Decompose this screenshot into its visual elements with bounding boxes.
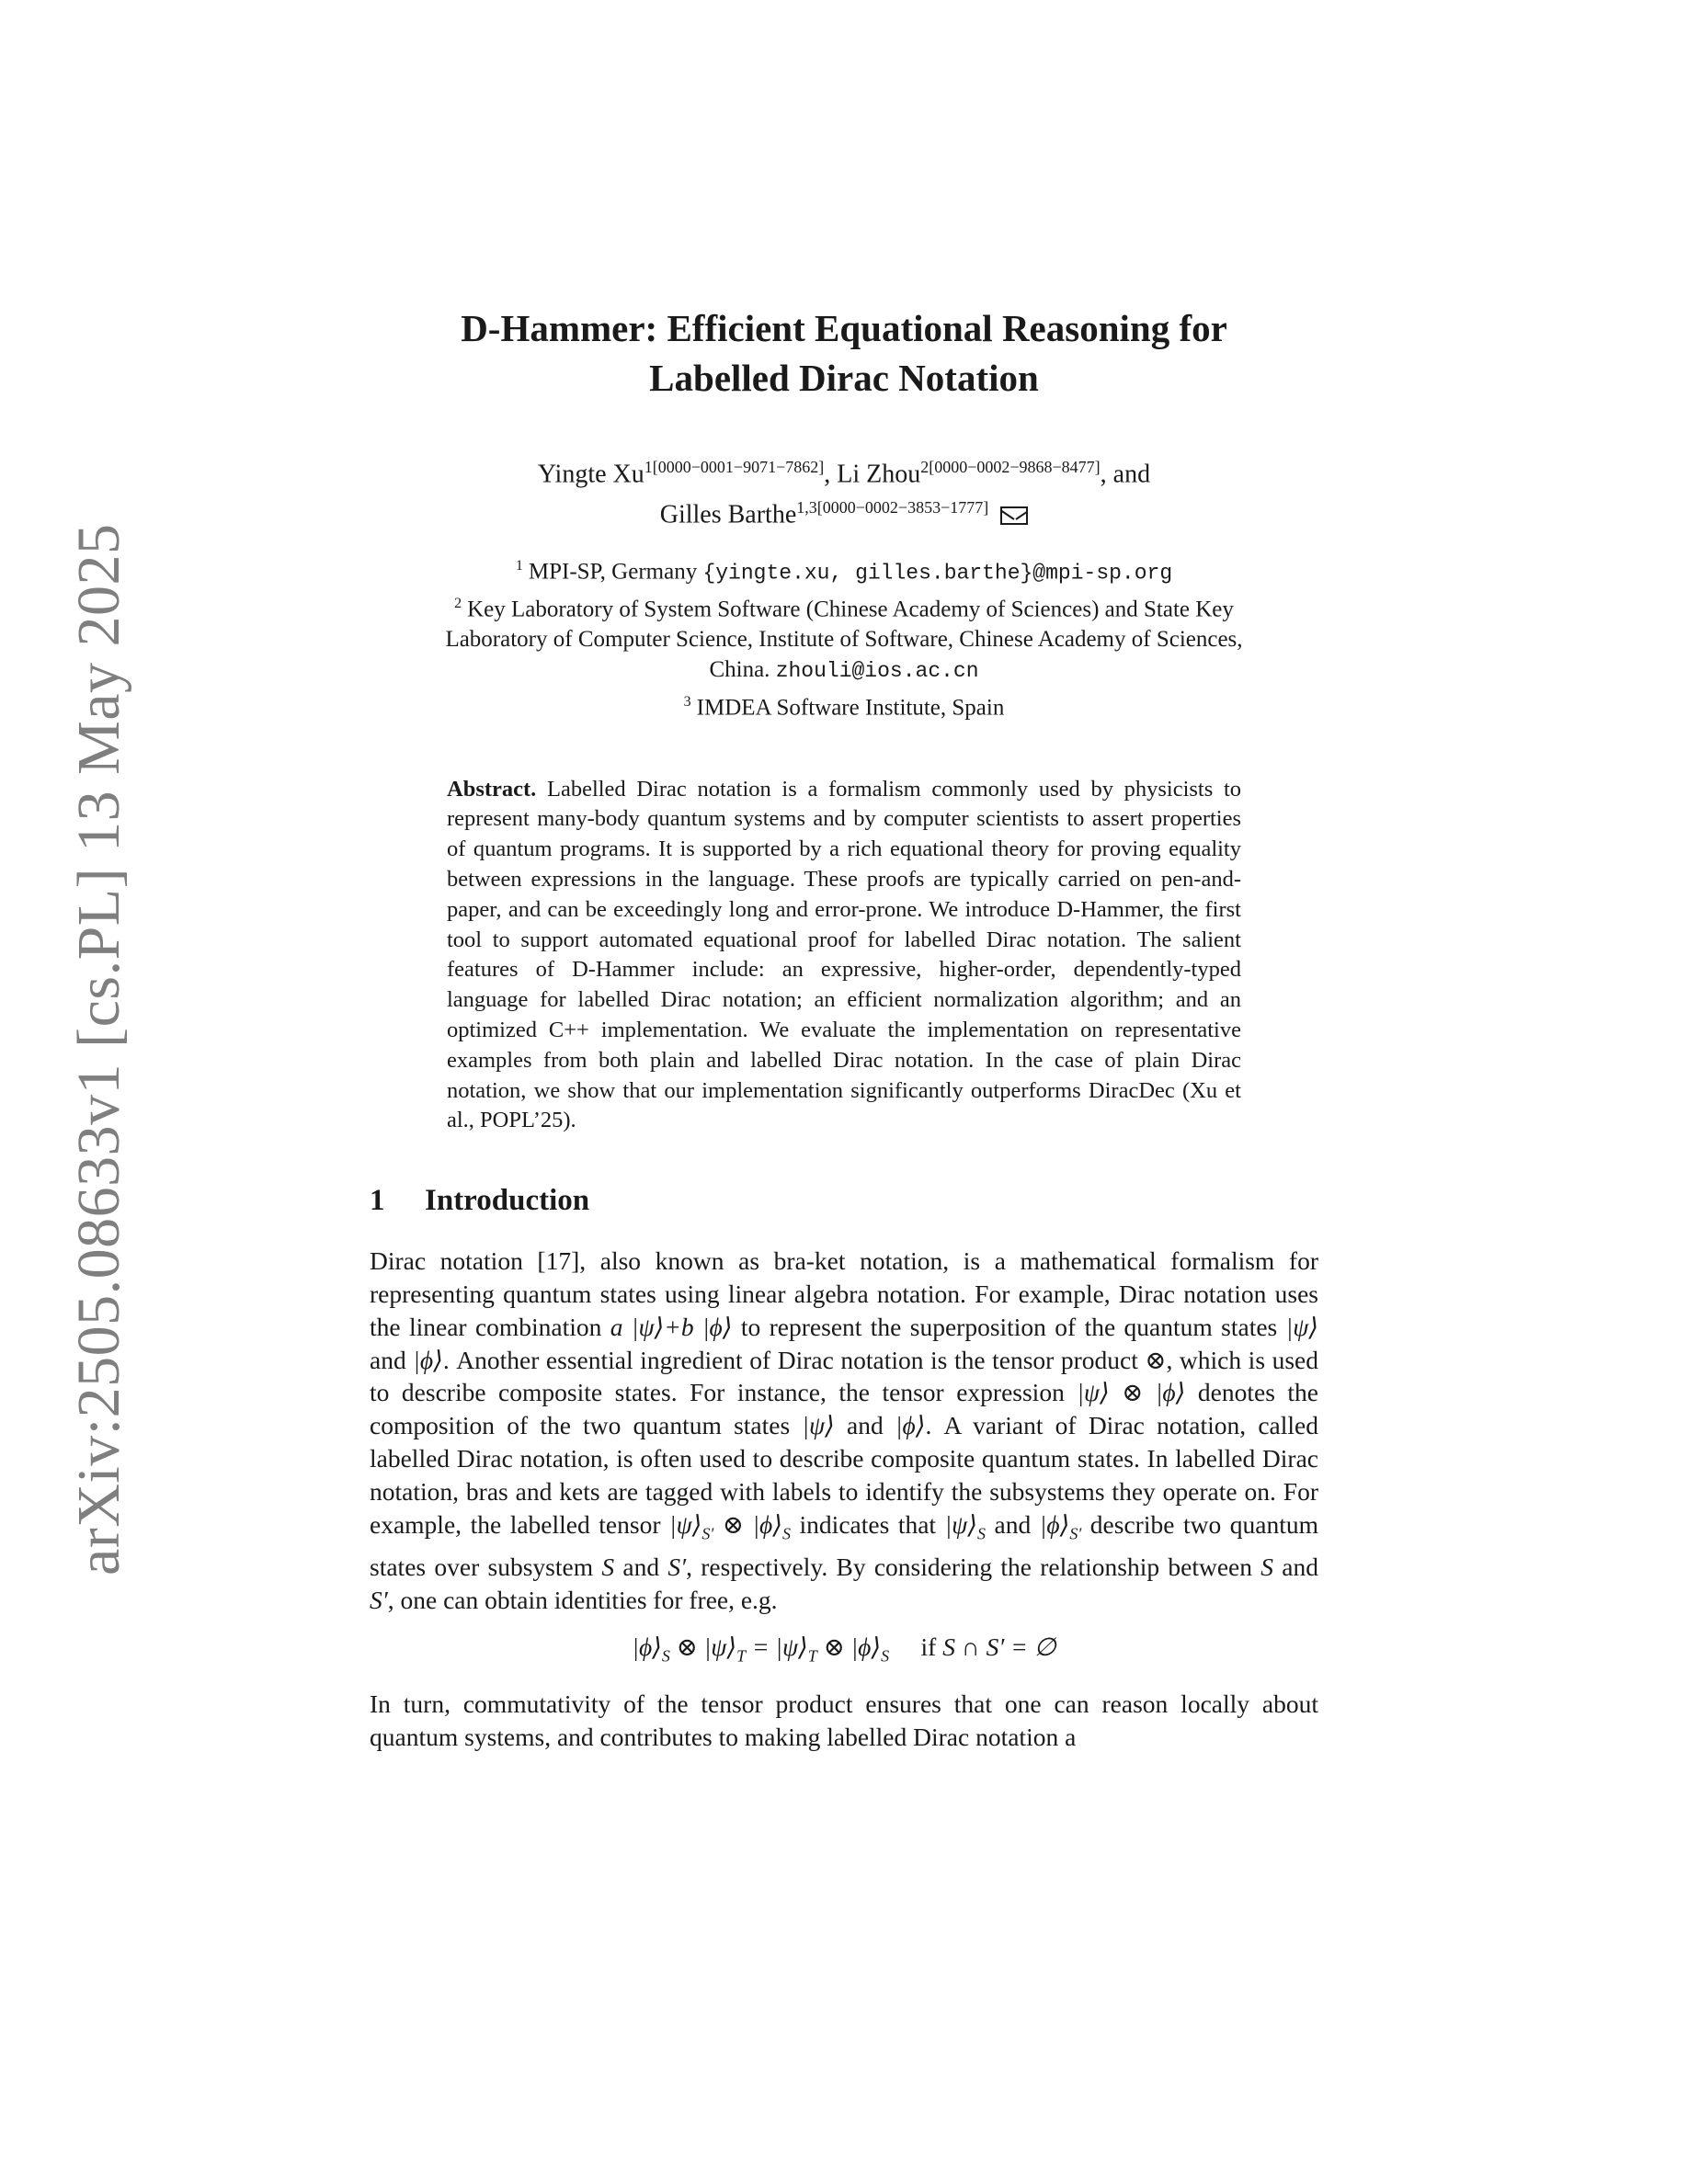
- text-run: denotes the composition of the two quantum states: [370, 1378, 1319, 1440]
- affiliation-text: MPI-SP, Germany: [528, 558, 703, 584]
- section-heading: [370, 1182, 1318, 1219]
- text-run: . Another essential ingredient of Dirac notation is the tensor product ⊗, which is used to describe composite states. For instance, the tensor expression: [370, 1345, 1318, 1407]
- affiliation-mark: 3: [683, 694, 691, 711]
- author-name: Yingte Xu: [537, 460, 644, 489]
- text-run: , respectively. By considering the relationship between: [686, 1552, 1261, 1581]
- author-and: , and: [1100, 460, 1151, 489]
- affiliation-text: China.: [709, 657, 776, 683]
- text-run: and: [370, 1345, 414, 1374]
- text-run: and: [834, 1411, 895, 1440]
- math-inline: |ϕ⟩: [895, 1411, 926, 1440]
- text-run: and: [1273, 1552, 1318, 1581]
- text-run: and: [614, 1552, 668, 1581]
- affiliation-text: IMDEA Software Institute, Spain: [696, 695, 1005, 721]
- math-inline: S: [1260, 1552, 1274, 1581]
- envelope-icon: [1000, 506, 1028, 525]
- affiliation-email: zhouli@ios.ac.cn: [775, 659, 979, 684]
- display-equation: $|\phi⟩_S$ ⊗ $|\psi⟩_T$ = $|\psi⟩_T$ ⊗ $|\phi⟩_S$ if S ∩ S′ = ∅: [632, 1632, 1056, 1666]
- abstract: [447, 775, 1241, 1137]
- intro-paragraph-1: [370, 1245, 1318, 1616]
- author-name: Li Zhou: [837, 460, 921, 489]
- text-run: , one can obtain identities for free, e.g.: [387, 1585, 778, 1614]
- affiliation-text: Key Laboratory of System Software (Chinese Academy of Sciences) and State Key: [467, 597, 1234, 622]
- affiliation-text: Laboratory of Computer Science, Institute of Software, Chinese Academy of Sciences,: [445, 627, 1243, 653]
- equation-condition-word: if: [920, 1632, 937, 1662]
- affiliation-mark: 1: [515, 557, 523, 574]
- text-run: Dirac notation [17], also known as bra-ket notation, is a mathematical formalism for representing quantum states using linear algebra notation. For example, Dirac notation uses the linear combination: [370, 1246, 1318, 1341]
- title-line-1: D-Hammer: Efficient Equational Reasoning for: [461, 307, 1227, 349]
- paper-title: [370, 303, 1318, 403]
- title-line-2: Labelled Dirac Notation: [649, 357, 1039, 399]
- math-inline: |ϕ⟩: [413, 1345, 443, 1374]
- math-inline: S′: [667, 1552, 687, 1581]
- author-list: Yingte $Xu^{1[0000-0001-9071-7862]}$, Li Zhou$^{2[0000-0002-9868-8477]}$, and Gilles Barthe$^{1,3[0000-0002-3853-1777]}$: [537, 458, 1151, 529]
- text-run: describe two quantum states over subsystem: [370, 1509, 1318, 1581]
- arxiv-sidebar-stamp: arXiv:2505.08633v1 [cs.PL] 13 May 2025: [65, 523, 132, 1575]
- math-inline: $|\psi⟩_S$: [944, 1509, 986, 1543]
- text-run: and: [985, 1509, 1040, 1539]
- math-inline: S: [601, 1552, 615, 1581]
- affiliation-email: {yingte.xu, gilles.barthe}@mpi-sp.org: [702, 560, 1173, 585]
- section-title: Introduction: [425, 1184, 590, 1218]
- equation-condition: S ∩ S′ = ∅: [942, 1632, 1056, 1662]
- text-run: to represent the superposition of the quantum states: [732, 1312, 1286, 1341]
- math-inline: S′: [370, 1585, 388, 1614]
- affiliation-1: [370, 551, 1318, 588]
- math-inline: $|\phi⟩_{S'}$: [1039, 1509, 1082, 1543]
- author-orcid: 1[0000−0001−9071−7862]: [644, 458, 825, 476]
- author-orcid: 2[0000−0002−9868−8477]: [920, 458, 1101, 476]
- math-inline: a |ψ⟩+b |ϕ⟩: [610, 1312, 733, 1341]
- math-inline: |ψ⟩: [802, 1411, 835, 1440]
- abstract-label: Abstract.: [447, 776, 537, 802]
- section-number: 1: [370, 1184, 385, 1218]
- author-orcid: 1,3[0000−0002−3853−1777]: [796, 498, 989, 518]
- abstract-text: Labelled Dirac notation is a formalism commonly used by physicists to represent many-body quantum systems and by computer scientists to assert properties of quantum programs. It is supported by a rich equational theory for proving equality between expressions in the language. These proofs are typically carried on pen-and-paper, and can be exceedingly long and error-prone. We introduce D-Hammer, the first tool to support automated equational proof for labelled Dirac notation. The salient features of D-Hammer include: an expressive, higher-order, dependently-typed language for labelled Dirac notation; an efficient normalization algorithm; and an optimized C++ implementation. We evaluate the implementation on representative examples from both plain and labelled Dirac notation. In the case of plain Dirac notation, we show that our implementation significantly outperforms DiracDec (Xu et al., POPL’25).: [447, 776, 1242, 1133]
- text-run: indicates that: [791, 1509, 945, 1539]
- math-inline: |ψ⟩ ⊗ |ϕ⟩: [1077, 1378, 1186, 1407]
- math-inline: |ψ⟩: [1285, 1312, 1319, 1341]
- intro-paragraph-2: In turn, commutativity of the tensor product ensures that one can reason locally about quantum systems, and contributes to making labelled Dirac notation a: [370, 1689, 1318, 1751]
- text-run: . A variant of Dirac notation, called labelled Dirac notation, is often used to describe composite quantum states. In labelled Dirac notation, bras and kets are tagged with labels to identify the subsystems they operate on. For example, the labelled tensor: [370, 1411, 1318, 1539]
- affiliation-2: [370, 588, 1318, 687]
- paper-page: [370, 303, 1318, 1754]
- affiliation-3: [370, 687, 1318, 722]
- intro-body: [370, 1245, 1318, 1753]
- affiliation-list: [370, 551, 1318, 723]
- math-inline: $|\psi⟩_{S'}$ ⊗ $|\phi⟩_S$: [669, 1509, 791, 1543]
- author-name: Gilles Barthe: [659, 500, 797, 529]
- affiliation-mark: 2: [454, 595, 462, 611]
